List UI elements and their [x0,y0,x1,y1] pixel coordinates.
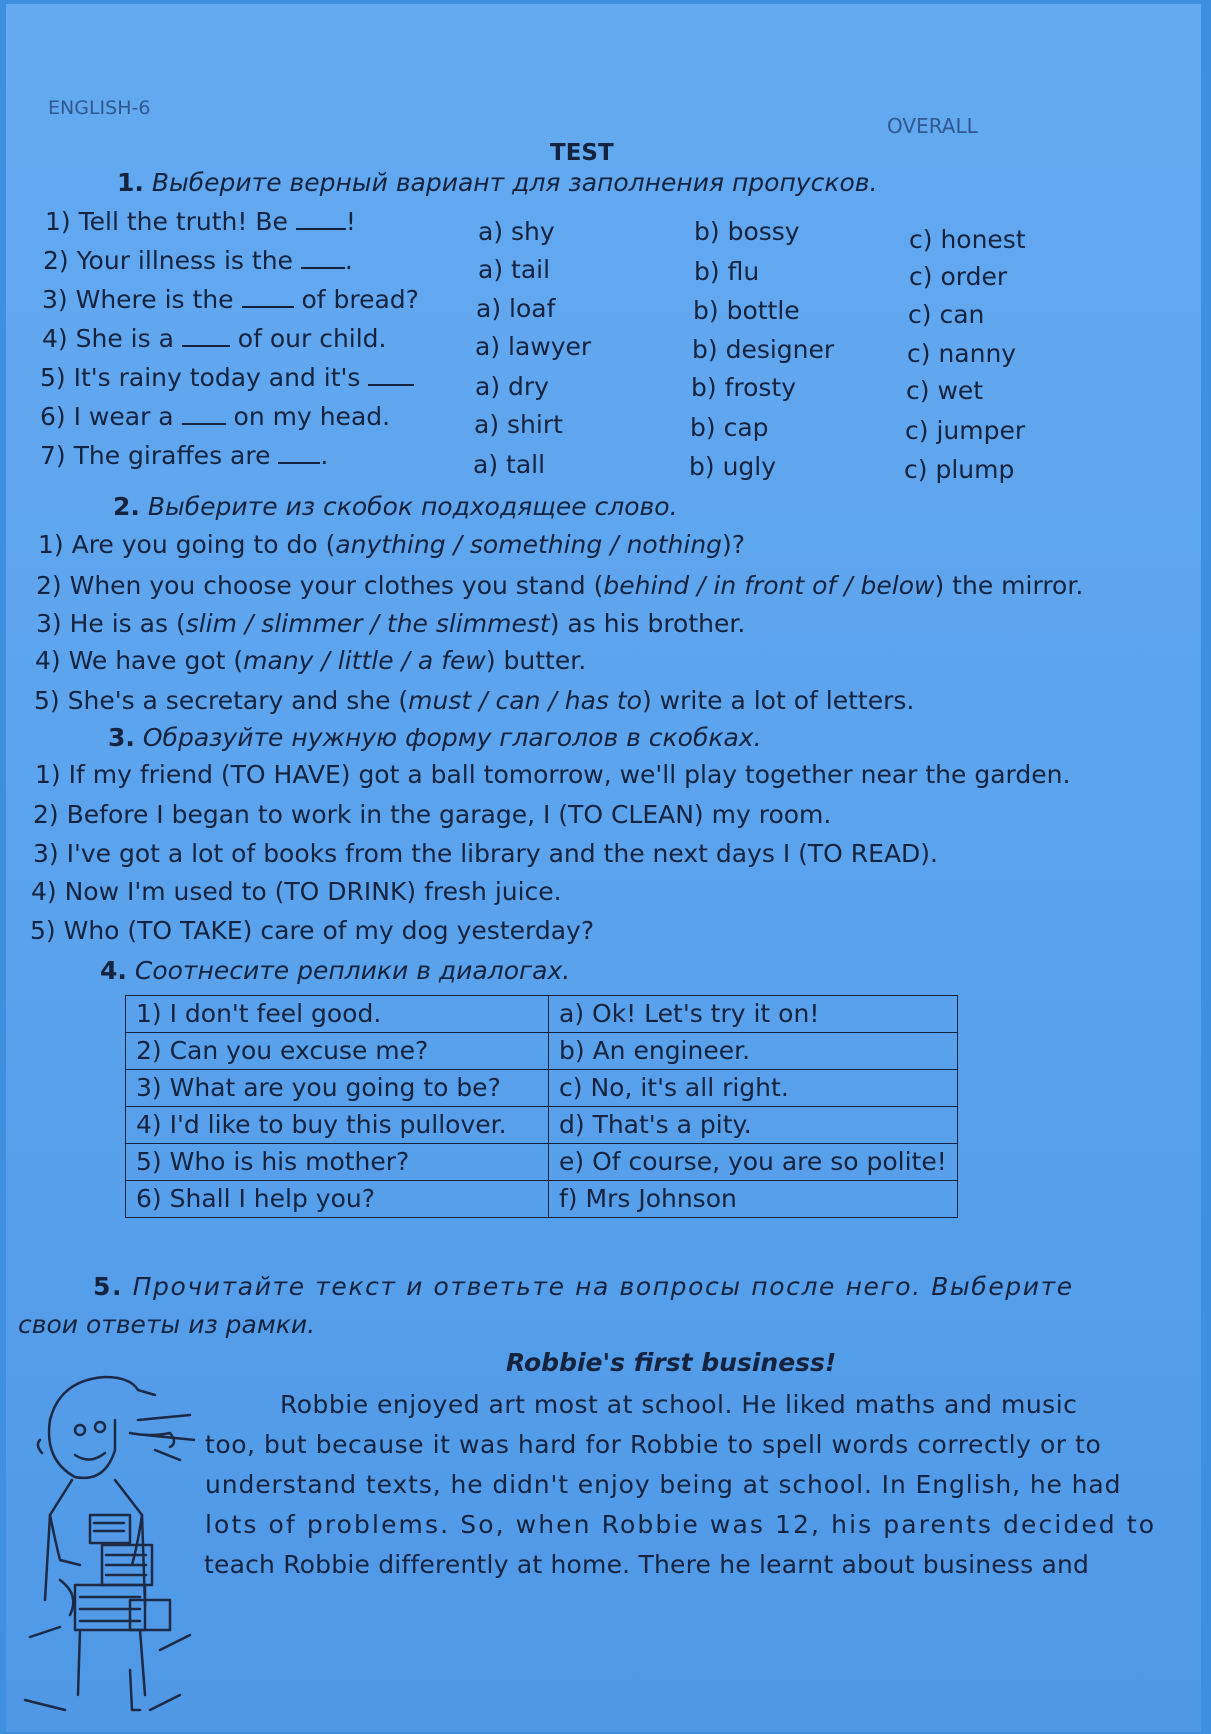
task1-option-b: b) cap [690,413,769,442]
task2-number: 2. [113,492,140,521]
story-line: Robbie enjoyed art most at school. He liked maths and music [280,1390,1078,1419]
table-cell-question: 3) What are you going to be? [126,1070,549,1107]
task3-item: 5) Who (TO TAKE) care of my dog yesterday? [30,916,595,945]
task1-sentence: 1) Tell the truth! Be ! [45,207,356,236]
task1-option-b: b) flu [694,257,760,286]
level-label: OVERALL [887,114,978,138]
task5-number: 5. [93,1272,124,1301]
task5-heading [93,1272,1074,1301]
table-cell-answer: d) That's a pity. [549,1107,958,1144]
table-row [126,1070,958,1107]
task5-instruction: Прочитайте текст и ответьте на вопросы после него. Выберите [132,1272,1074,1301]
table-cell-answer: f) Mrs Johnson [549,1181,958,1218]
task1-option-c: c) can [908,300,985,329]
story-title: Robbie's first business! [506,1348,837,1377]
task1-option-c: c) wet [906,376,984,405]
task1-sentence: 5) It's rainy today and it's [40,363,414,392]
table-cell-question: 2) Can you excuse me? [126,1033,549,1070]
story-line: too, but because it was hard for Robbie to spell words correctly or to [205,1430,1102,1459]
table-cell-question: 4) I'd like to buy this pullover. [126,1107,549,1144]
task1-option-a: a) shirt [474,410,563,439]
task1-option-b: b) frosty [691,373,797,402]
task3-item: 4) Now I'm used to (TO DRINK) fresh juice. [31,877,562,906]
table-cell-question: 6) Shall I help you? [126,1181,549,1218]
table-row [126,1181,958,1218]
course-label: ENGLISH-6 [48,97,151,119]
task1-option-a: a) shy [478,217,555,246]
table-cell-question: 1) I don't feel good. [126,996,549,1033]
task1-option-a: a) loaf [476,294,556,323]
table-cell-answer: a) Ok! Let's try it on! [549,996,958,1033]
task1-option-c: c) order [909,262,1008,291]
table-cell-question: 5) Who is his mother? [126,1144,549,1181]
task1-option-b: b) designer [692,335,835,364]
task3-instruction: Образуйте нужную форму глаголов в скобках. [142,723,762,752]
page-title: TEST [550,140,614,166]
task1-option-a: a) tall [473,450,546,479]
task5-instruction-cont: свои ответы из рамки. [18,1310,316,1339]
task3-item: 3) I've got a lot of books from the library and the next days I (TO READ). [33,839,939,868]
task2-instruction: Выберите из скобок подходящее слово. [147,492,678,521]
task2-item: 3) He is as (slim / slimmer / the slimmest) as his brother. [36,609,746,638]
task1-option-b: b) ugly [689,452,777,481]
task2-heading [113,492,678,521]
task1-sentence: 3) Where is the of bread? [42,285,419,314]
table-row [126,1107,958,1144]
boy-illustration [20,1365,195,1719]
task1-heading [117,168,877,197]
task2-item: 5) She's a secretary and she (must / can / has to) write a lot of letters. [34,686,915,715]
dialogue-match-table [125,995,958,1218]
task1-sentence: 4) She is a of our child. [42,324,387,353]
task1-sentence: 7) The giraffes are . [40,441,329,470]
task3-item: 1) If my friend (TO HAVE) got a ball tomorrow, we'll play together near the garden. [35,760,1071,789]
task3-item: 2) Before I began to work in the garage, I (TO CLEAN) my room. [33,800,832,829]
table-row [126,1033,958,1070]
table-cell-answer: e) Of course, you are so polite! [549,1144,958,1181]
task1-option-a: a) dry [475,372,549,401]
task1-option-b: b) bottle [693,296,800,325]
task4-number: 4. [100,956,127,985]
task1-number: 1. [117,168,144,197]
table-cell-answer: c) No, it's all right. [549,1070,958,1107]
story-line: teach Robbie differently at home. There he learnt about business and [204,1550,1090,1579]
task1-option-b: b) bossy [694,217,800,246]
task1-option-a: a) tail [478,255,551,284]
task3-number: 3. [108,723,135,752]
task2-item: 1) Are you going to do (anything / something / nothing)? [38,530,746,559]
task1-sentence: 6) I wear a on my head. [40,402,391,431]
task2-item: 2) When you choose your clothes you stand (behind / in front of / below) the mirror. [36,571,1084,600]
task1-option-c: c) plump [904,455,1015,484]
task2-item: 4) We have got (many / little / a few) butter. [35,646,587,675]
table-cell-answer: b) An engineer. [549,1033,958,1070]
story-line: understand texts, he didn't enjoy being at school. In English, he had [205,1470,1122,1499]
task4-instruction: Соотнесите реплики в диалогах. [134,956,571,985]
table-row [126,1144,958,1181]
task1-option-c: c) nanny [907,339,1017,368]
task3-heading [108,723,762,752]
task1-option-c: c) jumper [905,416,1026,445]
task4-heading [100,956,570,985]
task1-option-c: c) honest [909,225,1026,254]
table-row [126,996,958,1033]
task1-instruction: Выберите верный вариант для заполнения пропусков. [151,168,878,197]
task1-option-a: a) lawyer [475,332,592,361]
story-line: lots of problems. So, when Robbie was 12, his parents decided to [205,1510,1157,1539]
task1-sentence: 2) Your illness is the . [43,246,353,275]
